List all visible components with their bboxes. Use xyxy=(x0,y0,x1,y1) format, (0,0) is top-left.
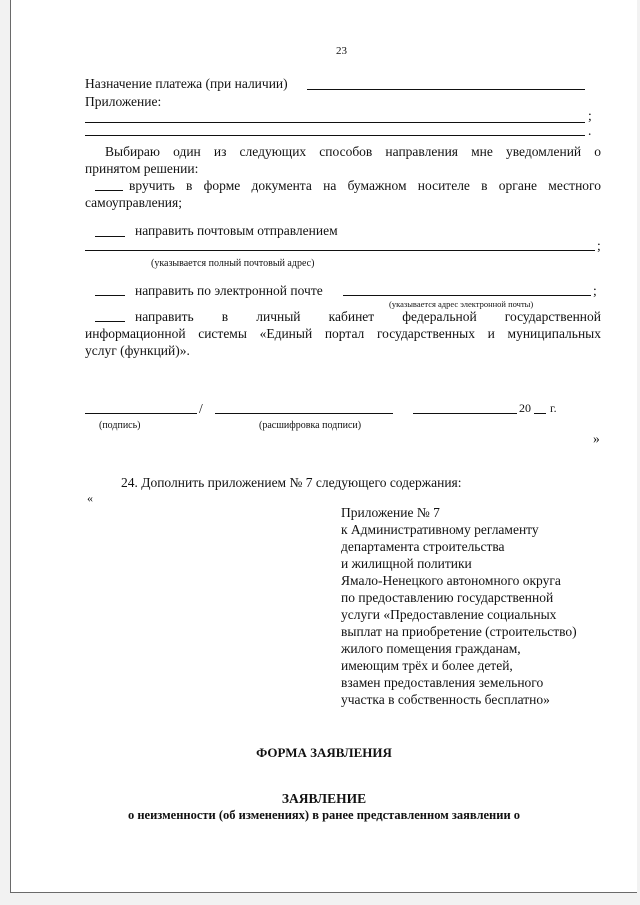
statement-subheading: о неизменности (об изменениях) в ранее представленном заявлении о xyxy=(127,808,521,822)
year-suffix: г. xyxy=(550,401,557,415)
opt2-label: направить почтовым отправлением xyxy=(135,223,338,238)
opt3-label: направить по электронной почте xyxy=(135,283,323,298)
appendix-line: по предоставлению государственной xyxy=(341,590,554,605)
appendix-line: Приложение № 7 xyxy=(341,505,440,520)
opt2-hint: (указывается полный почтовый адрес) xyxy=(151,258,315,269)
decode-line[interactable] xyxy=(215,413,393,414)
appendix-line: к Административному регламенту xyxy=(341,522,539,537)
appendix-line: Ямало-Ненецкого автономного округа xyxy=(341,573,561,588)
opt2-semicolon: ; xyxy=(597,238,601,253)
opt4-line2: информационной системы «Единый портал государственных и муниципальных xyxy=(85,326,601,341)
opt1-line2: самоуправления; xyxy=(85,195,182,210)
form-title: ФОРМА ЗАЯВЛЕНИЯ xyxy=(256,745,392,760)
appendix-line: услуги «Предоставление социальных xyxy=(341,607,557,622)
appendix-line: взамен предоставления земельного xyxy=(341,675,544,690)
appendix-block xyxy=(341,504,577,708)
appendix-line: выплат на приобретение (строительство) xyxy=(341,624,577,639)
attachment-semicolon: ; xyxy=(588,108,592,123)
payment-purpose-line xyxy=(307,89,585,90)
date-line[interactable] xyxy=(413,413,517,414)
payment-purpose-label: Назначение платежа (при наличии) xyxy=(85,76,288,91)
appendix-line: департамента строительства xyxy=(341,539,505,554)
opt4-line1: направить в личный кабинет федеральной государственной xyxy=(135,309,601,324)
year-line[interactable] xyxy=(534,413,546,414)
appendix-line: участка в собственность бесплатно» xyxy=(341,692,550,707)
opt3-checkbox-line[interactable] xyxy=(95,295,125,296)
opening-quote: « xyxy=(87,491,93,505)
opt4-line3: услуг (функций)». xyxy=(85,343,190,358)
opt1-line1: вручить в форме документа на бумажном носителе в органе местного xyxy=(129,178,601,193)
signature-hint: (подпись) xyxy=(99,420,141,431)
attachment-period: . xyxy=(588,123,592,138)
opt2-checkbox-line[interactable] xyxy=(95,236,125,237)
attachment-line-2 xyxy=(85,135,585,136)
appendix-line: жилого помещения гражданам, xyxy=(341,641,521,656)
notify-intro-line1: Выбираю один из следующих способов направления мне уведомлений о xyxy=(105,144,601,159)
signature-line[interactable] xyxy=(85,413,197,414)
opt1-checkbox-line[interactable] xyxy=(95,190,123,191)
page-number: 23 xyxy=(336,45,347,57)
decode-hint: (расшифровка подписи) xyxy=(259,420,362,431)
notify-intro-line2: принятом решении: xyxy=(85,161,199,176)
closing-quote: » xyxy=(593,431,600,446)
document-page xyxy=(10,0,637,893)
year-prefix: 20 xyxy=(519,401,531,415)
appendix-line: и жилищной политики xyxy=(341,556,472,571)
statement-heading: ЗАЯВЛЕНИЕ xyxy=(281,791,367,806)
appendix-line: имеющим трёх и более детей, xyxy=(341,658,513,673)
opt3-semicolon: ; xyxy=(593,283,597,298)
opt4-checkbox-line[interactable] xyxy=(95,321,125,322)
opt3-hint: (указывается адрес электронной почты) xyxy=(389,299,534,309)
opt2-address-line[interactable] xyxy=(85,250,595,251)
item24-text: 24. Дополнить приложением № 7 следующего содержания: xyxy=(121,475,462,490)
attachment-label: Приложение: xyxy=(85,94,162,109)
attachment-line-1 xyxy=(85,122,585,123)
signature-slash: / xyxy=(199,401,203,416)
